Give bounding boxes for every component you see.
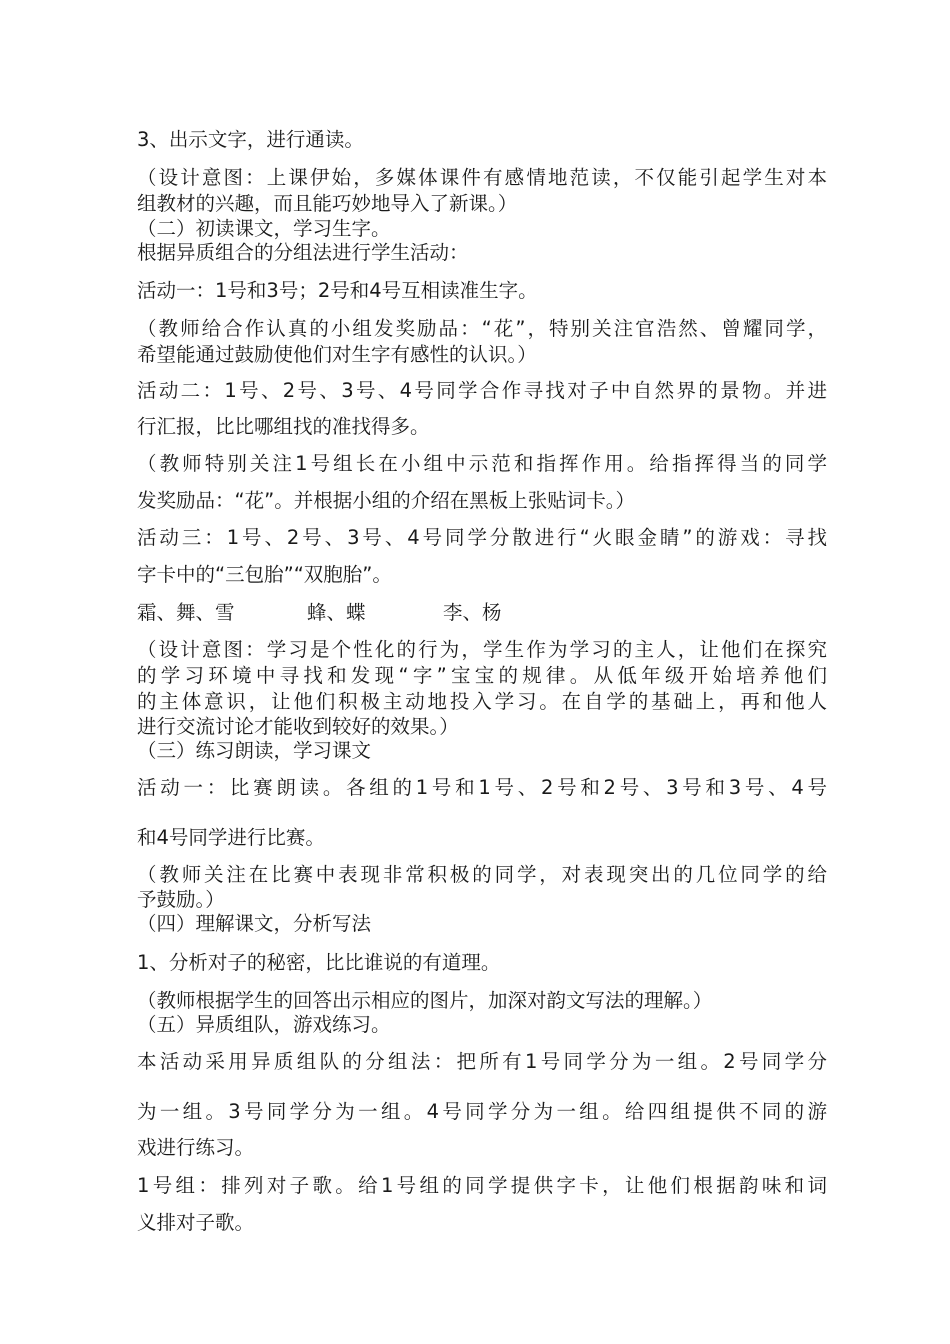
section-4-heading: （四）理解课文，分析写法 [137,912,372,935]
teacher-note-1-line-1: （教师给合作认真的小组发奖励品：“花”，特别关注官浩然、曾耀同学， [137,317,827,340]
group-1-task-line-1: 1号组：排列对子歌。给1号组的同学提供字卡，让他们根据韵味和词 [137,1174,827,1197]
design-intent-2-line-2: 的学习环境中寻找和发现“字”宝宝的规律。从低年级开始培养他们 [137,664,827,687]
teacher-note-2-line-2: 发奖励品：“花”。并根据小组的介绍在黑板上张贴词卡。） [137,489,635,512]
activity-2-line-1: 活动二：1号、2号、3号、4号同学合作寻找对子中自然界的景物。并进 [137,379,827,402]
teacher-note-4-text: （教师根据学生的回答出示相应的图片，加深对韵文写法的理解。） [137,989,713,1012]
team-activity-line-1: 本活动采用异质组队的分组法：把所有1号同学分为一组。2号同学分 [137,1050,827,1073]
design-intent-2-line-3: 的主体意识，让他们积极主动地投入学习。在自学的基础上，再和他人 [137,690,827,713]
teacher-note-3-line-1: （教师关注在比赛中表现非常积极的同学，对表现突出的几位同学的给 [137,863,827,886]
character-groups-row [137,600,827,626]
team-activity-line-2: 为一组。3号同学分为一组。4号同学分为一组。给四组提供不同的游 [137,1100,827,1123]
reading-activity-line-2: 和4号同学进行比赛。 [137,826,325,849]
teacher-note-2-line-1: （教师特别关注1号组长在小组中示范和指挥作用。给指挥得当的同学 [137,452,827,475]
grouping-method-text: 根据异质组合的分组法进行学生活动： [137,241,469,264]
design-intent-1-line-1: （设计意图：上课伊始，多媒体课件有感情地范读，不仅能引起学生对本 [137,166,827,189]
activity-3-line-2: 字卡中的“三包胎”“双胞胎”。 [137,563,392,586]
activity-2-line-2: 行汇报，比比哪组找的准找得多。 [137,415,430,438]
group-1-task-line-2: 义排对子歌。 [137,1211,255,1234]
character-group-2: 蜂、蝶 [307,601,366,624]
character-group-1: 霜、舞、雪 [137,601,235,624]
section-5-heading: （五）异质组队，游戏练习。 [137,1013,391,1036]
design-intent-2-line-4: 进行交流讨论才能收到较好的效果。） [137,715,459,738]
reading-activity-line-1: 活动一：比赛朗读。各组的1号和1号、2号和2号、3号和3号、4号 [137,776,827,799]
character-group-3: 李、杨 [443,601,502,624]
step-3-heading: 3、出示文字，进行通读。 [137,128,364,151]
section-2-heading: （二）初读课文，学习生字。 [137,217,391,240]
design-intent-2-line-1: （设计意图：学习是个性化的行为，学生作为学习的主人，让他们在探究 [137,638,827,661]
activity-1-text: 活动一：1号和3号；2号和4号互相读准生字。 [137,279,538,302]
teacher-note-3-line-2: 予鼓励。） [137,888,225,911]
activity-3-line-1: 活动三：1号、2号、3号、4号同学分散进行“火眼金睛”的游戏：寻找 [137,526,827,549]
team-activity-line-3: 戏进行练习。 [137,1136,255,1159]
design-intent-1-line-2: 组教材的兴趣，而且能巧妙地导入了新课。） [137,192,518,215]
analysis-step-text: 1、分析对子的秘密，比比谁说的有道理。 [137,951,501,974]
section-3-heading: （三）练习朗读，学习课文 [137,739,372,762]
teacher-note-1-line-2: 希望能通过鼓励使他们对生字有感性的认识。） [137,343,537,366]
